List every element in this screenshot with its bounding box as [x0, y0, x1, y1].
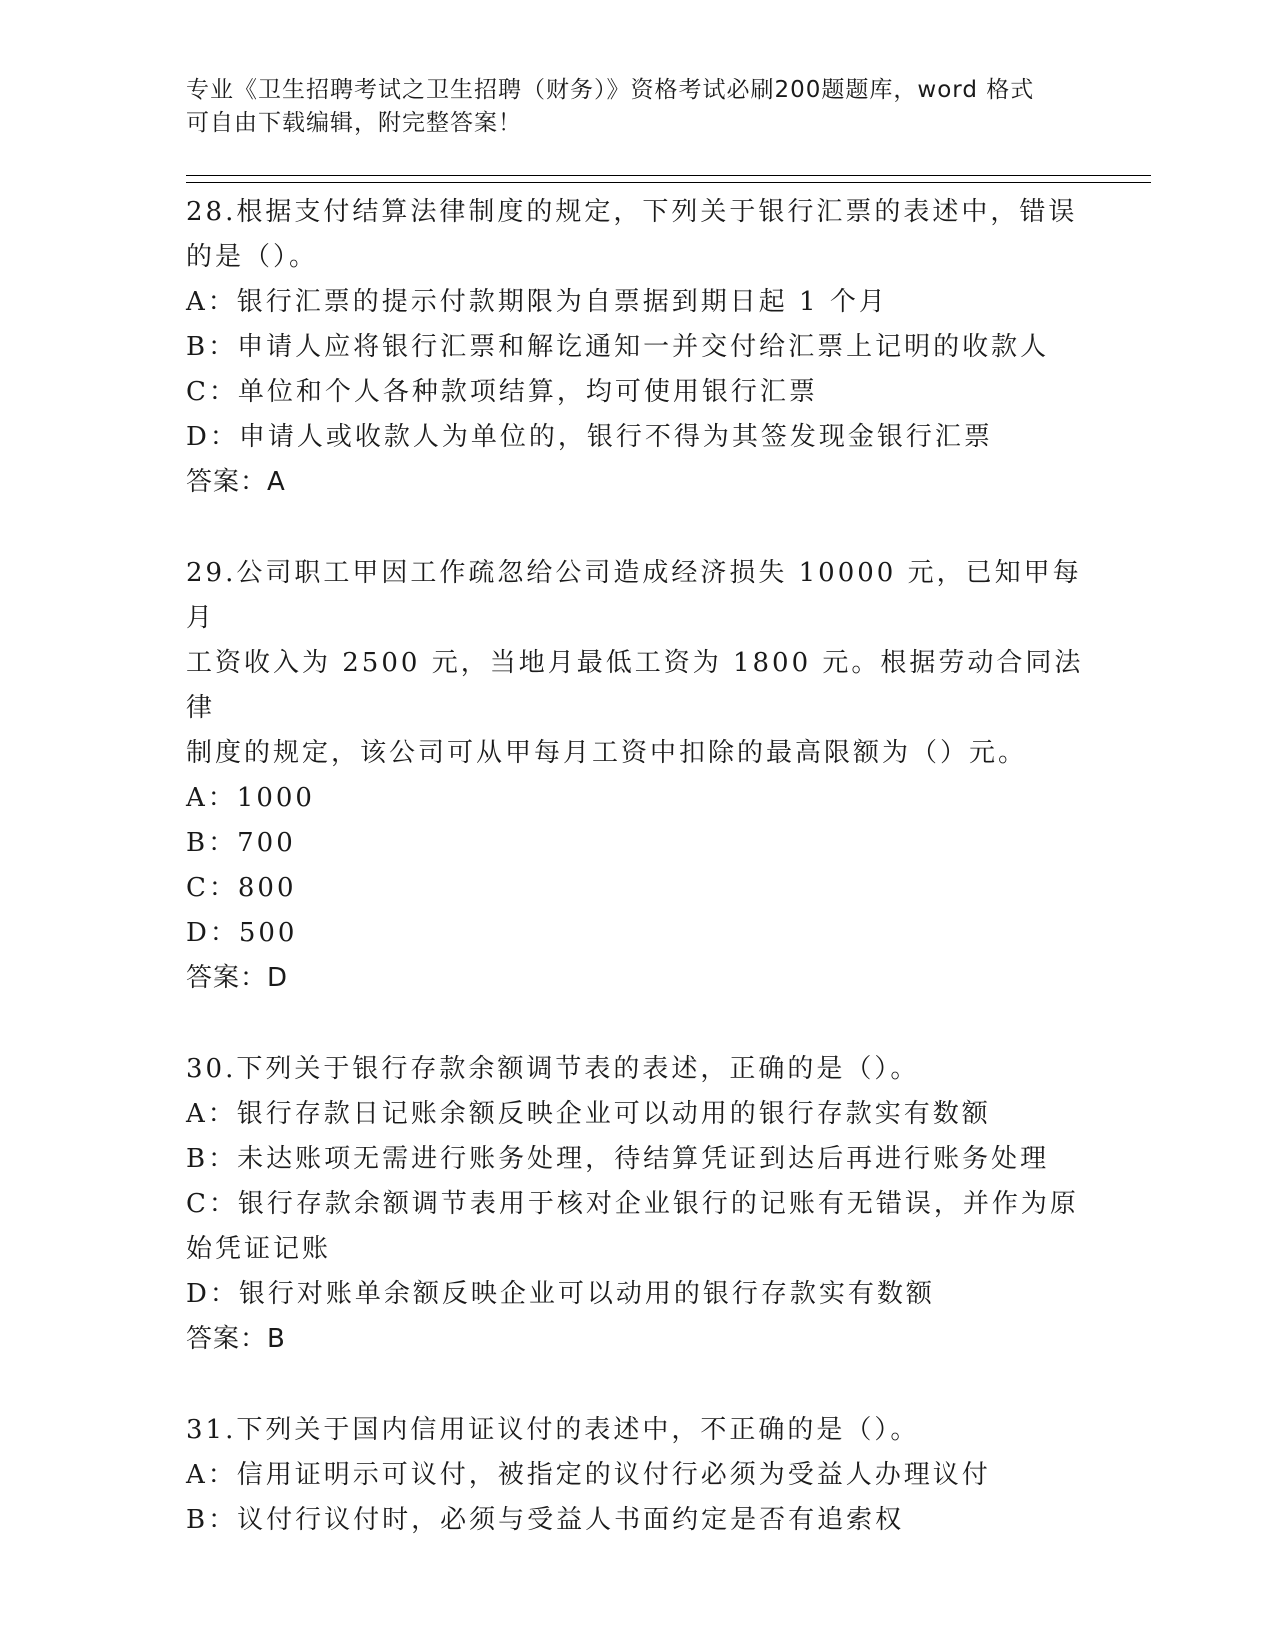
question-29 [186, 551, 1086, 1001]
question-31 [186, 1408, 1086, 1543]
document-header [186, 74, 1066, 140]
header-divider-top [186, 175, 1151, 176]
option-b: B：申请人应将银行汇票和解讫通知一并交付给汇票上记明的收款人 [186, 332, 1050, 362]
question-list [186, 190, 1086, 1543]
question-stem: 的是（）。 [186, 242, 319, 272]
option-d: D：申请人或收款人为单位的，银行不得为其签发现金银行汇票 [186, 422, 993, 452]
question-30 [186, 1047, 1086, 1362]
option-b: B：议付行议付时，必须与受益人书面约定是否有追索权 [186, 1505, 905, 1535]
option-c-continued: 始凭证记账 [186, 1234, 332, 1264]
option-d: D：500 [186, 918, 298, 948]
question-28 [186, 190, 1086, 505]
option-c: C：单位和个人各种款项结算，均可使用银行汇票 [186, 377, 818, 407]
option-b: B：未达账项无需进行账务处理，待结算凭证到达后再进行账务处理 [186, 1144, 1050, 1174]
option-c: C：银行存款余额调节表用于核对企业银行的记账有无错误，并作为原 [186, 1189, 1079, 1219]
question-stem: 28.根据支付结算法律制度的规定，下列关于银行汇票的表述中，错误 [186, 197, 1078, 227]
question-stem: 31.下列关于国内信用证议付的表述中，不正确的是（）。 [186, 1415, 920, 1445]
header-line-1: 专业《卫生招聘考试之卫生招聘（财务）》资格考试必刷200题题库，word 格式 [186, 77, 1035, 103]
option-a: A：银行汇票的提示付款期限为自票据到期日起 1 个月 [186, 287, 888, 317]
question-stem: 制度的规定，该公司可从甲每月工资中扣除的最高限额为（）元。 [186, 738, 1028, 768]
question-stem: 工资收入为 2500 元，当地月最低工资为 1800 元。根据劳动合同法律 [186, 648, 1084, 723]
answer: 答案：D [186, 963, 289, 993]
answer: 答案：A [186, 467, 286, 497]
answer: 答案：B [186, 1324, 286, 1354]
option-a: A：1000 [186, 783, 315, 813]
question-stem: 29.公司职工甲因工作疏忽给公司造成经济损失 10000 元，已知甲每月 [186, 558, 1082, 633]
option-b: B：700 [186, 828, 296, 858]
header-line-2: 可自由下载编辑，附完整答案！ [186, 110, 522, 136]
option-d: D：银行对账单余额反映企业可以动用的银行存款实有数额 [186, 1279, 935, 1309]
question-stem: 30.下列关于银行存款余额调节表的表述，正确的是（）。 [186, 1054, 920, 1084]
header-divider-bottom [186, 182, 1151, 183]
option-a: A：信用证明示可议付，被指定的议付行必须为受益人办理议付 [186, 1460, 991, 1490]
option-c: C：800 [186, 873, 297, 903]
option-a: A：银行存款日记账余额反映企业可以动用的银行存款实有数额 [186, 1099, 991, 1129]
